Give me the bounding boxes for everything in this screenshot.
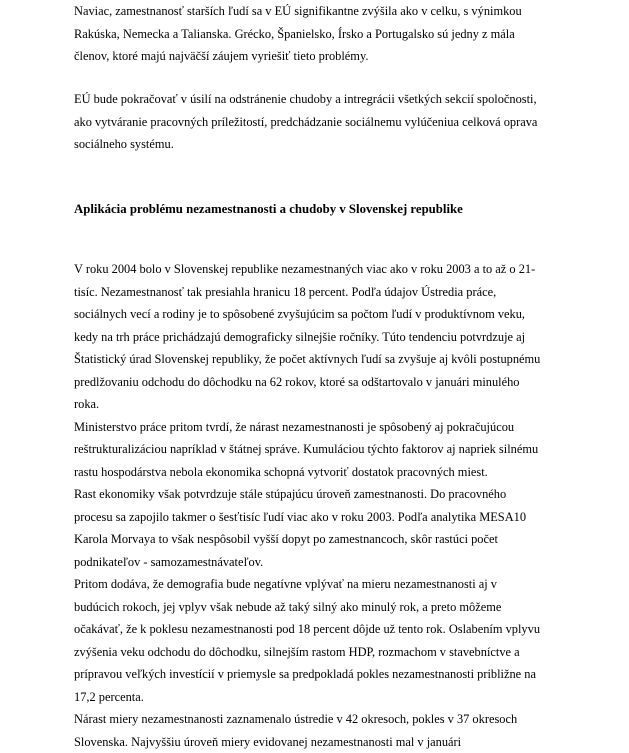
text-line: Karola Morvaya to však nespôsobil vyšší dopyt po zamestnancoch, skôr rastúci počet	[74, 528, 566, 551]
text-line: ako vytváranie pracovných príležitostí, predchádzanie sociálnemu vylúčeniua celková oprava	[74, 111, 566, 134]
text-line: Rakúska, Nemecka a Talianska. Grécko, Španielsko, Írsko a Portugalsko sú jedny z mála	[74, 23, 566, 46]
text-line: procesu sa zapojilo takmer o šesťtisíc ľudí viac ako v roku 2003. Podľa analytika MESA10	[74, 506, 566, 529]
text-line: V roku 2004 bolo v Slovenskej republike nezamestnaných viac ako v roku 2003 a to až o 21-	[74, 258, 566, 281]
text-line: Štatistický úrad Slovenskej republiky, že počet aktívnych ľudí sa zvyšuje aj kvôli postupnému	[74, 348, 566, 371]
text-line: Nárast miery nezamestnanosti zaznamenalo ústredie v 42 okresoch, pokles v 37 okresoch	[74, 708, 566, 731]
text-line: očakávať, že k poklesu nezamestnanosti pod 18 percent dôjde už tento rok. Oslabením vplyvu	[74, 618, 566, 641]
paragraph-eu-poverty	[74, 88, 566, 156]
text-line: roka.	[74, 393, 566, 416]
text-line: rastu hospodárstva nebola ekonomika schopná vytvoriť dostatok pracovných miest.	[74, 461, 566, 484]
paragraph-slovakia-unemployment	[74, 258, 566, 753]
text-line: kedy na trh práce prichádzajú demograficky silnejšie ročníky. Túto tendenciu potvrdzuje aj	[74, 326, 566, 349]
text-line: sociálnych vecí a rodiny je to spôsobené zvyšujúcim sa počtom ľudí v produktívnom veku,	[74, 303, 566, 326]
text-line: Ministerstvo práce pritom tvrdí, že nárast nezamestnanosti je spôsobený aj pokračujúcou	[74, 416, 566, 439]
text-line: Naviac, zamestnanosť starších ľudí sa v EÚ signifikantne zvýšila ako v celku, s výnimkou	[74, 0, 566, 23]
text-line: tisíc. Nezamestnanosť tak presiahla hranicu 18 percent. Podľa údajov Ústredia práce,	[74, 281, 566, 304]
text-line: reštrukturalizáciou napríklad v štátnej správe. Kumuláciou týchto faktorov aj napriek silnému	[74, 438, 566, 461]
paragraph-eu-employment	[74, 0, 566, 68]
text-line: Rast ekonomiky však potvrdzuje stále stúpajúcu úroveň zamestnanosti. Do pracovného	[74, 483, 566, 506]
text-line: Pritom dodáva, že demografia bude negatívne vplývať na mieru nezamestnanosti aj v	[74, 573, 566, 596]
text-line: sociálneho systému.	[74, 133, 566, 156]
text-line: EÚ bude pokračovať v úsilí na odstránenie chudoby a intregrácii všetkých sekcií spoločnosti,	[74, 88, 566, 111]
section-heading: Aplikácia problému nezamestnanosti a chudoby v Slovenskej republike	[74, 202, 463, 217]
text-line: Slovenska. Najvyššiu úroveň miery evidovanej nezamestnanosti mal v januári	[74, 731, 566, 753]
text-line: zvýšenia veku odchodu do dôchodku, silnejším rastom HDP, rozmachom v stavebníctve a	[74, 641, 566, 664]
text-line: podnikateľov - samozamestnávateľov.	[74, 551, 566, 574]
text-line: 17,2 percenta.	[74, 686, 566, 709]
text-line: členov, ktoré majú najväčší záujem vyriešiť tieto problémy.	[74, 45, 566, 68]
text-line: predlžovaniu odchodu do dôchodku na 62 rokov, ktoré sa odštartovalo v januári minulého	[74, 371, 566, 394]
text-line: prípravou veľkých investícií v priemysle sa predpokladá pokles nezamestnanosti približne na	[74, 663, 566, 686]
text-line: budúcich rokoch, jej vplyv však nebude až taký silný ako minulý rok, a preto môžeme	[74, 596, 566, 619]
